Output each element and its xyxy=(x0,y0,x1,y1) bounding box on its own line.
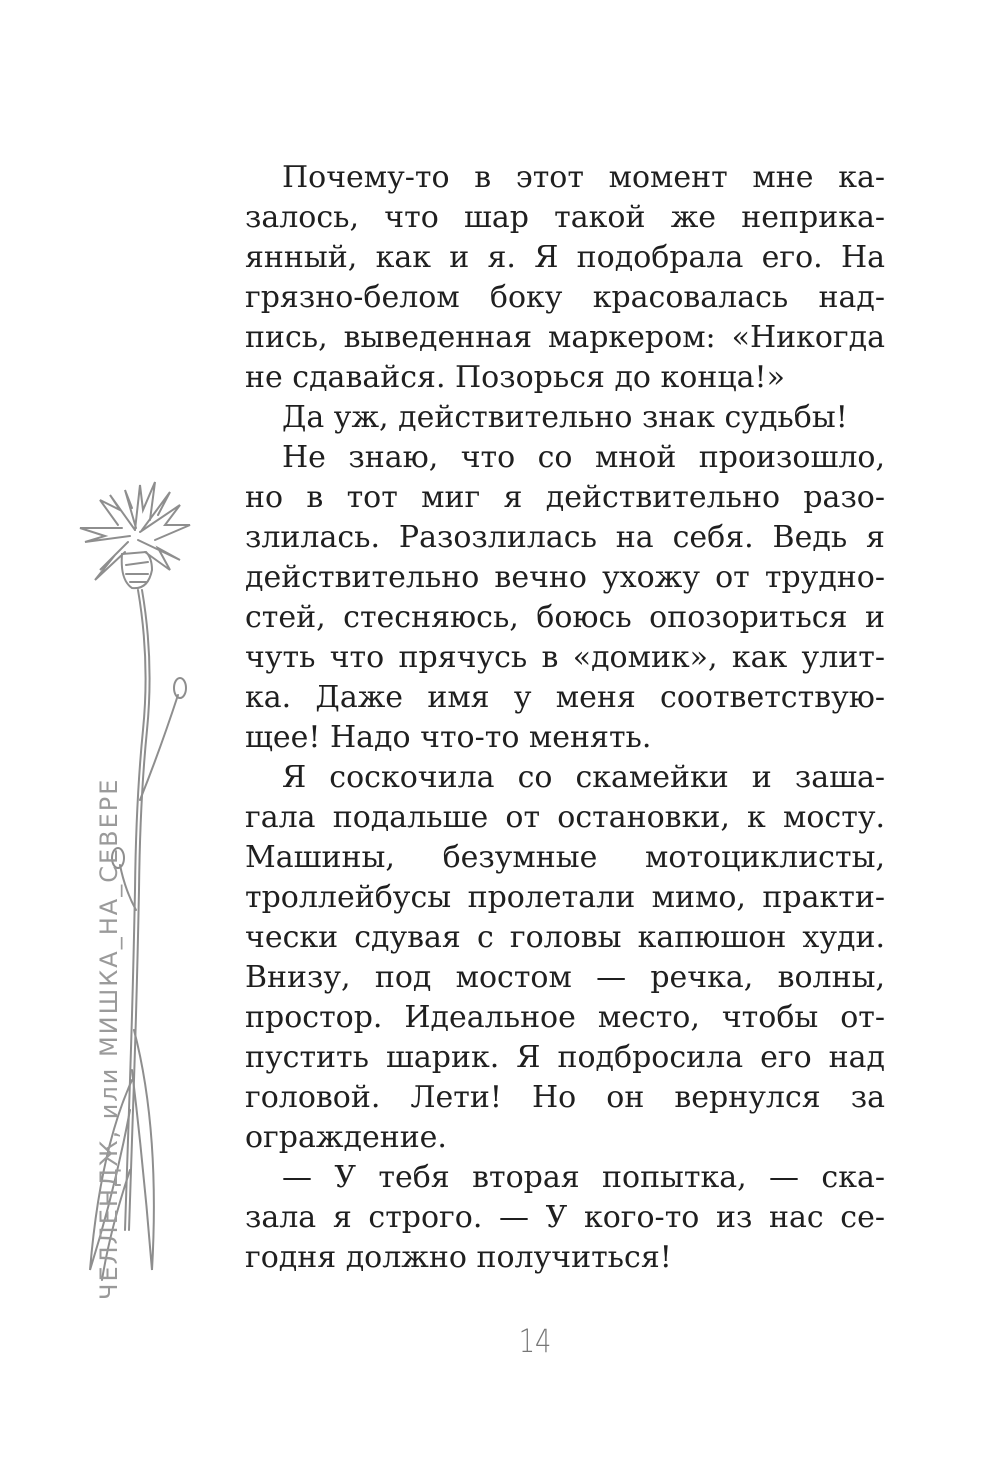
text-line: простор. Идеальное место, чтобы от- xyxy=(245,1000,885,1035)
text-line: Не знаю, что со мной произошло, xyxy=(282,440,885,475)
paragraph xyxy=(245,758,885,1158)
text-line: действительно вечно ухожу от трудно- xyxy=(245,560,885,595)
text-line: Машины, безумные мотоциклисты, xyxy=(245,840,885,875)
page-number: 14 xyxy=(518,1322,552,1360)
paragraph xyxy=(245,398,885,438)
text-line: янный, как и я. Я подобрала его. На xyxy=(245,240,885,275)
text-line: годня должно получиться! xyxy=(245,1240,672,1275)
text-line: Внизу, под мостом — речка, волны, xyxy=(245,960,885,995)
side-book-title: ЧЕЛЛЕНДЖ, или МИШКА_НА_СЕВЕРЕ xyxy=(95,777,123,1300)
text-line: грязно-белом боку красовалась над- xyxy=(245,280,885,315)
paragraph xyxy=(245,1158,885,1278)
paragraph xyxy=(245,158,885,398)
text-line: головой. Лети! Но он вернулся за xyxy=(245,1080,885,1115)
text-line: злилась. Разозлилась на себя. Ведь я xyxy=(245,520,885,555)
text-line: щее! Надо что-то менять. xyxy=(245,720,652,755)
text-line: чуть что прячусь в «домик», как улит- xyxy=(245,640,885,675)
text-line: — У тебя вторая попытка, — ска- xyxy=(282,1160,885,1195)
text-line: не сдавайся. Позорься до конца!» xyxy=(245,360,785,395)
text-line: но в тот миг я действительно разо- xyxy=(245,480,885,515)
text-line: Да уж, действительно знак судьбы! xyxy=(282,400,848,435)
text-line: гала подальше от остановки, к мосту. xyxy=(245,800,885,835)
cornflower-illustration xyxy=(40,470,250,1290)
text-line: ка. Даже имя у меня соответствую- xyxy=(245,680,885,715)
text-line: Я соскочила со скамейки и заша- xyxy=(282,760,885,795)
flower-petals xyxy=(80,482,190,580)
text-line: зала я строго. — У кого-то из нас се- xyxy=(245,1200,885,1235)
body-text xyxy=(245,158,885,1278)
text-line: троллейбусы пролетали мимо, практи- xyxy=(245,880,885,915)
text-line: ограждение. xyxy=(245,1120,447,1155)
text-line: пись, выведенная маркером: «Никогда xyxy=(245,320,885,355)
text-line: стей, стесняюсь, боюсь опозориться и xyxy=(245,600,885,635)
text-line: залось, что шар такой же неприка- xyxy=(245,200,885,235)
text-line: чески сдувая с головы капюшон худи. xyxy=(245,920,885,955)
small-bud-top xyxy=(174,678,186,698)
text-line: Почему-то в этот момент мне ка- xyxy=(282,160,885,195)
text-line: пустить шарик. Я подбросила его над xyxy=(245,1040,885,1075)
paragraph xyxy=(245,438,885,758)
